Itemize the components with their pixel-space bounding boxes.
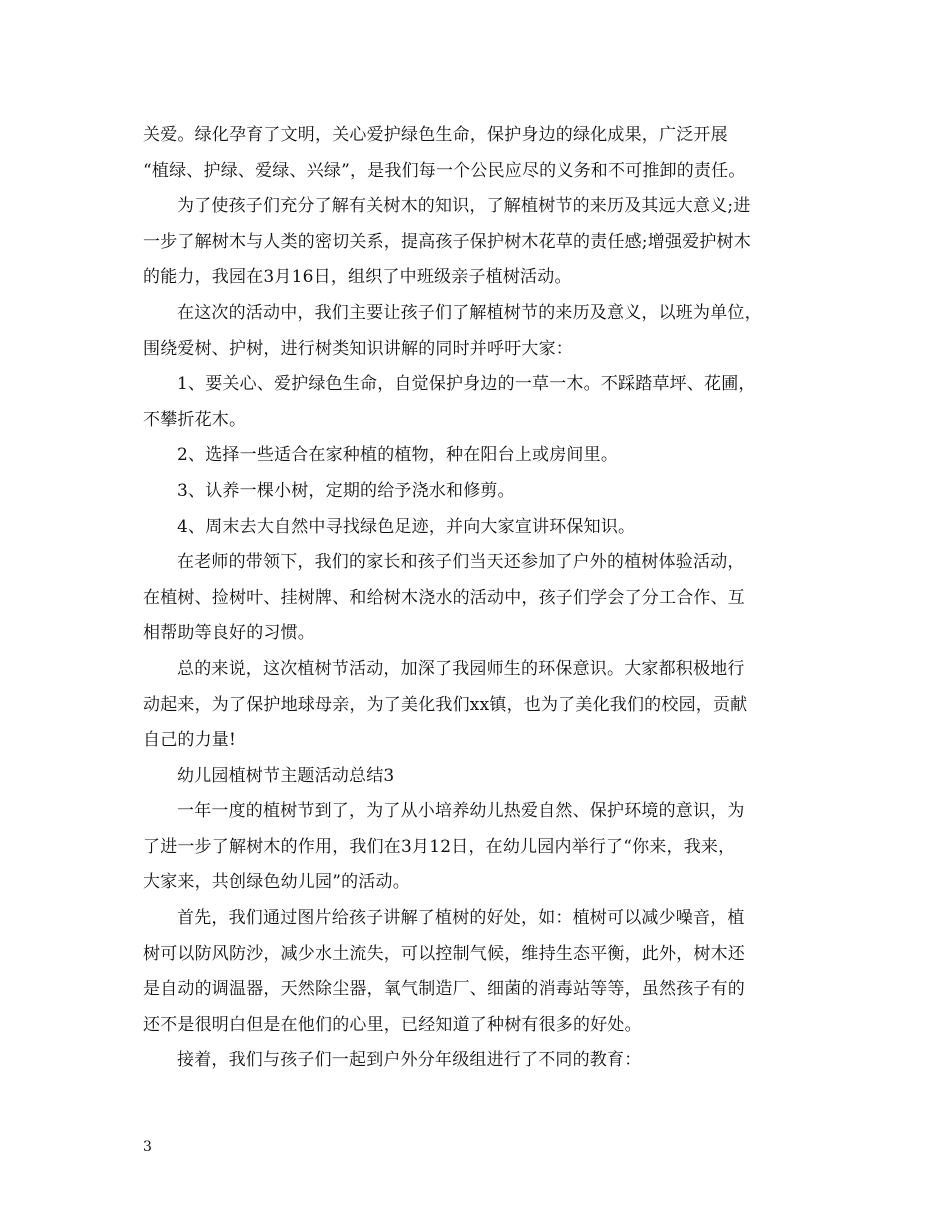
paragraph-line: 首先，我们通过图片给孩子讲解了植树的好处，如：植树可以减少噪音，植 bbox=[177, 908, 745, 929]
text-line: 在植树、捡树叶、挂树牌、和给树木浇水的活动中，孩子们学会了分工合作、互 bbox=[143, 587, 745, 608]
document-body bbox=[143, 118, 807, 1079]
list-item: 3、认养一棵小树，定期的给予浇水和修剪。 bbox=[177, 480, 515, 501]
text-line: 还不是很明白但是在他们的心里，已经知道了种树有很多的好处。 bbox=[143, 1014, 642, 1035]
section-heading: 幼儿园植树节主题活动总结3 bbox=[177, 765, 395, 786]
text-line: 关爱。绿化孕育了文明，关心爱护绿色生命，保护身边的绿化成果，广泛开展 bbox=[143, 125, 728, 145]
text-line: 的能力，我园在3月16日，组织了中班级亲子植树活动。 bbox=[143, 267, 572, 288]
text-line: 自己的力量! bbox=[143, 730, 237, 751]
paragraph-line: 接着，我们与孩子们一起到户外分年级组进行了不同的教育： bbox=[177, 1050, 642, 1071]
text-line: 一步了解树木与人类的密切关系，提高孩子保护树木花草的责任感;增强爱护树木 bbox=[143, 231, 751, 252]
paragraph-line: 一年一度的植树节到了，为了从小培养幼儿热爱自然、保护环境的意识，为 bbox=[177, 801, 745, 822]
list-item: 1、要关心、爱护绿色生命，自觉保护身边的一草一木。不踩踏草坪、花圃， bbox=[177, 374, 756, 395]
paragraph-line: 在这次的活动中，我们主要让孩子们了解植树节的来历及意义，以班为单位， bbox=[177, 302, 762, 323]
list-item: 4、周末去大自然中寻找绿色足迹，并向大家宣讲环保知识。 bbox=[177, 516, 636, 537]
text-line: 相帮助等良好的习惯。 bbox=[143, 623, 315, 644]
text-line: 动起来，为了保护地球母亲，为了美化我们xx镇，也为了美化我们的校园，贡献 bbox=[143, 694, 748, 715]
list-item: 2、选择一些适合在家种植的植物，种在阳台上或房间里。 bbox=[177, 445, 619, 466]
text-line: 是自动的调温器，天然除尘器，氧气制造厂、细菌的消毒站等等，虽然孩子有的 bbox=[143, 979, 745, 1000]
paragraph-line: 在老师的带领下，我们的家长和孩子们当天还参加了户外的植树体验活动， bbox=[177, 552, 745, 573]
text-line: 不攀折花木。 bbox=[143, 409, 247, 430]
text-line: 了进一步了解树木的作用，我们在3月12日，在幼儿园内举行了“你来，我来， bbox=[143, 836, 736, 857]
text-line: “植绿、护绿、爱绿、兴绿”，是我们每一个公民应尽的义务和不可推卸的责任。 bbox=[143, 160, 746, 181]
text-line: 围绕爱树、护树，进行树类知识讲解的同时并呼吁大家： bbox=[143, 338, 573, 359]
text-line: 树可以防风防沙，减少水土流失，可以控制气候，维持生态平衡，此外，树木还 bbox=[143, 943, 745, 964]
page-number: 3 bbox=[143, 1139, 152, 1155]
paragraph-line: 为了使孩子们充分了解有关树木的知识，了解植树节的来历及其远大意义;进 bbox=[177, 196, 751, 217]
paragraph-line: 总的来说，这次植树节活动，加深了我园师生的环保意识。大家都积极地行 bbox=[177, 658, 745, 679]
text-line: 大家来，共创绿色幼儿园”的活动。 bbox=[143, 872, 410, 893]
